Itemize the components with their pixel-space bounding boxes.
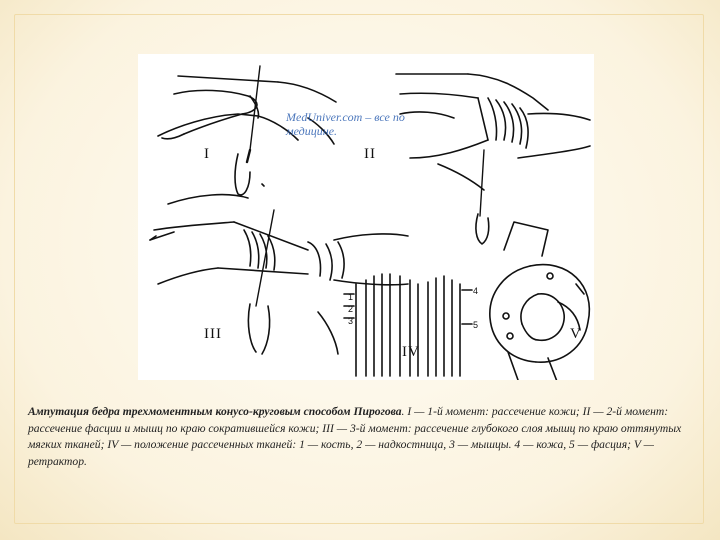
- watermark-line-2: медицине.: [286, 124, 338, 138]
- panel-label-2: II: [364, 146, 376, 162]
- figure-caption: [28, 404, 692, 470]
- tissue-label-5: 5: [473, 320, 479, 330]
- amputation-illustration: [138, 54, 594, 380]
- panel-label-3: III: [204, 326, 222, 342]
- panel-label-4: IV: [402, 344, 420, 360]
- panel-3-drawing: [150, 195, 408, 354]
- watermark-text: [286, 110, 456, 138]
- caption-text: . I — 1-й момент: рассечение кожи; II — 2-й момент: рассечение фасции и мышц по краю сократившейся кожи; III — 3-й момент: рассечение глубокого слоя мышц по краю оттянутых мягких тканей; IV — положение рассеченных тканей: 1 — кость, 2 — надкостница, 3 — мышцы. 4 — кожа, 5 — фасция; V — ретрактор.: [28, 405, 682, 468]
- tissue-label-1: 1: [348, 292, 354, 302]
- panel-label-1: I: [204, 146, 210, 162]
- tissue-label-2: 2: [348, 304, 354, 314]
- watermark-line-1: MedUniver.com – все по: [286, 110, 405, 124]
- tissue-label-3: 3: [348, 316, 354, 326]
- panel-2-drawing: [396, 74, 590, 244]
- panel-label-5: V: [570, 326, 582, 342]
- caption-title: Ампутация бедра трехмоментным конусо-круговым способом Пирогова: [28, 405, 402, 418]
- panel-5-drawing: [490, 222, 590, 380]
- tissue-label-4: 4: [473, 286, 479, 296]
